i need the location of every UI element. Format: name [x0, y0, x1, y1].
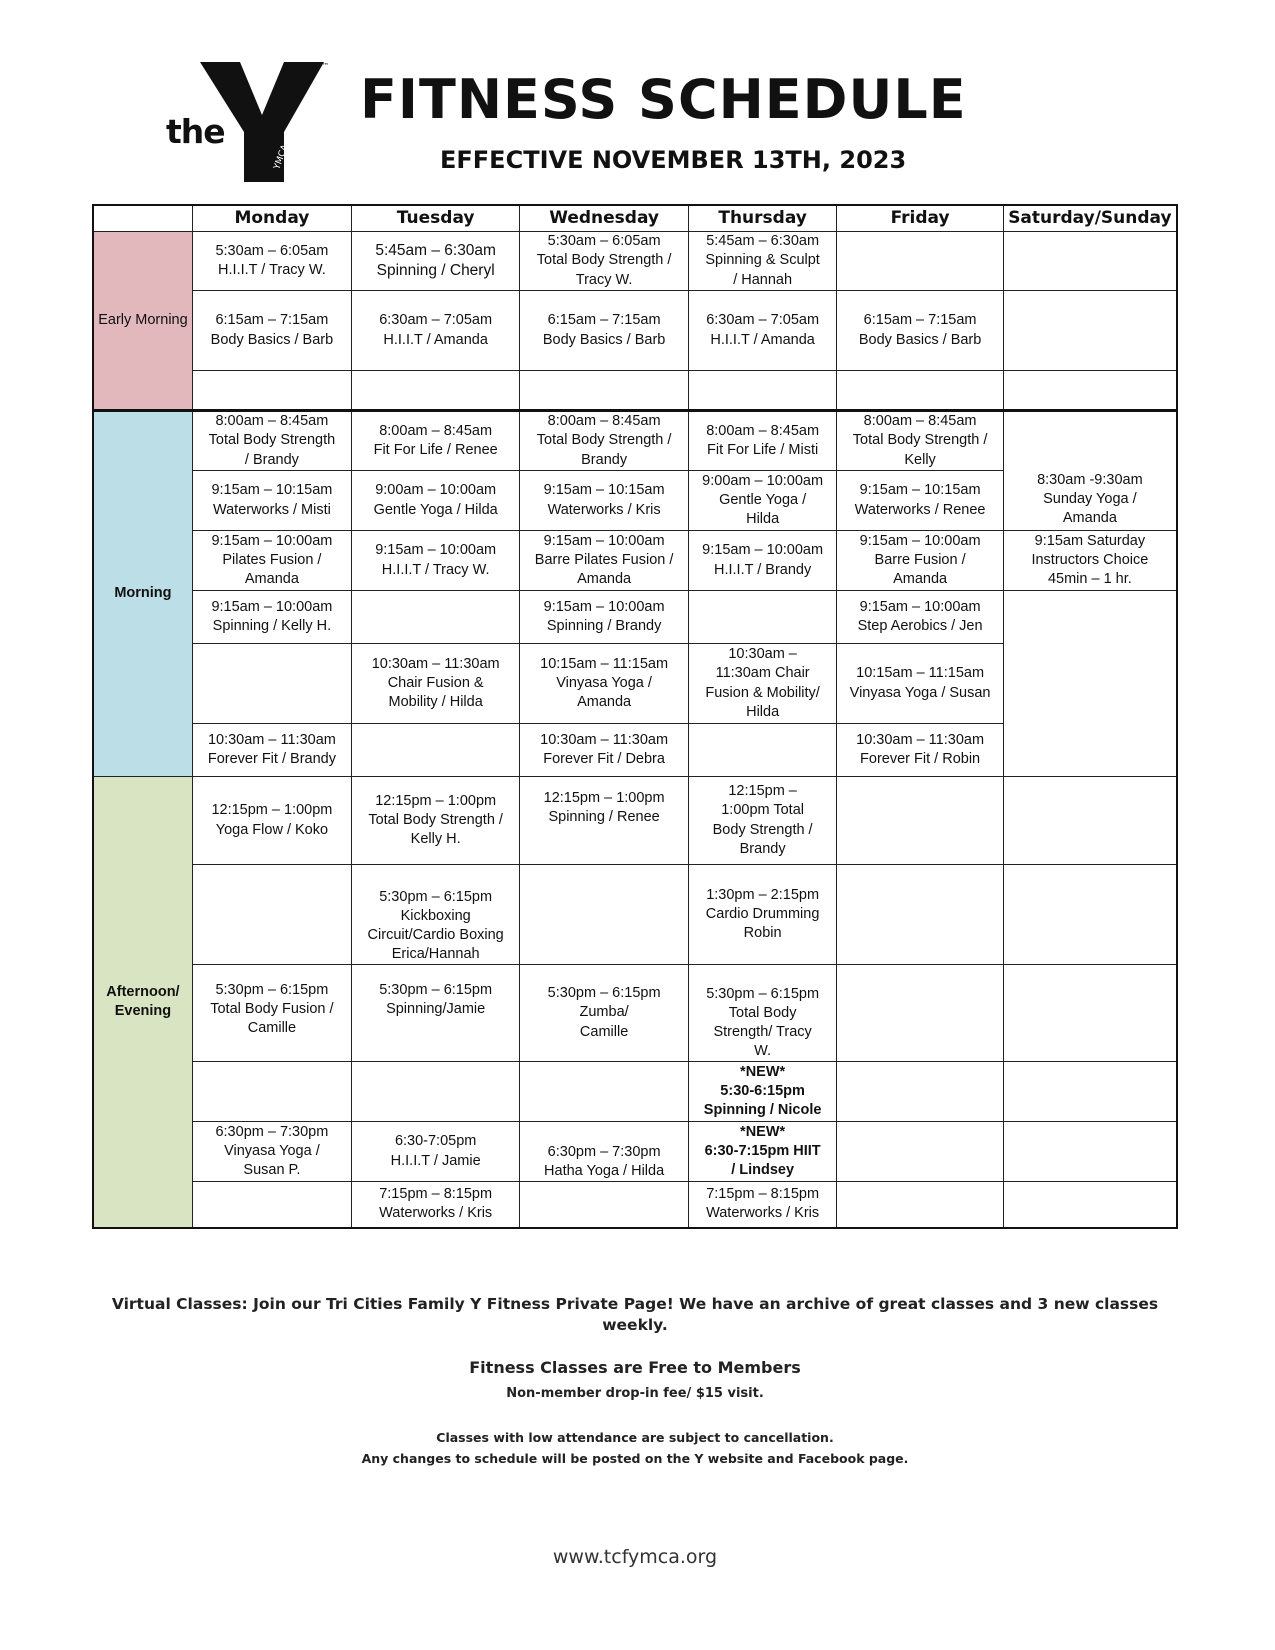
- schedule-changes-note: Any changes to schedule will be posted on the Y website and Facebook page.: [361, 1451, 909, 1466]
- class-cell: [837, 777, 1003, 865]
- class-cell: [351, 232, 519, 291]
- class-cell: [688, 531, 837, 591]
- schedule-table: [92, 204, 1178, 1229]
- class-time: 10:30am – 11:30am: [207, 731, 336, 748]
- class-detail: Circuit/Cardio Boxing: [367, 926, 504, 943]
- class-cell: [520, 1122, 688, 1182]
- class-detail: Kelly: [904, 451, 936, 468]
- class-time: 8:00am – 8:45am: [547, 413, 661, 430]
- class-cell: [837, 471, 1003, 531]
- class-detail: Hilda: [746, 511, 780, 528]
- class-cell: [520, 965, 688, 1062]
- class-cell: [520, 411, 688, 471]
- period-label-early-morning: Early Morning: [93, 232, 192, 411]
- class-cell: [351, 865, 519, 965]
- class-cell: [192, 777, 351, 865]
- class-cell: [837, 531, 1003, 591]
- class-time: 12:15pm – 1:00pm: [375, 792, 497, 809]
- class-detail: Pilates Fusion /: [222, 551, 322, 568]
- class-time: 9:15am – 10:00am: [543, 598, 665, 615]
- corner-cell: [93, 205, 192, 232]
- class-detail: Tracy W.: [575, 271, 633, 288]
- class-cell: [837, 291, 1003, 371]
- class-cell: [192, 531, 351, 591]
- class-time: 8:00am – 8:45am: [706, 422, 820, 439]
- class-detail: H.I.I.T / Amanda: [383, 331, 488, 348]
- class-cell: [837, 865, 1003, 965]
- class-detail: Zumba/: [579, 1004, 629, 1021]
- class-cell: [351, 777, 519, 865]
- class-time: 9:15am – 10:00am: [543, 532, 665, 549]
- class-time: 9:15am Saturday: [1034, 532, 1146, 549]
- class-cell: [837, 1182, 1003, 1228]
- page-title: FITNESS SCHEDULE: [360, 68, 967, 131]
- class-detail: Barre Fusion /: [874, 551, 966, 568]
- class-cell: [688, 232, 837, 291]
- class-cell: [1003, 1122, 1177, 1182]
- class-detail: Camille: [247, 1020, 297, 1037]
- class-detail: Waterworks / Kris: [547, 501, 661, 518]
- class-detail: Waterworks / Kris: [379, 1205, 493, 1222]
- day-header: Tuesday: [351, 205, 519, 232]
- class-detail: Total Body Strength: [208, 432, 336, 449]
- trademark-symbol: ™: [322, 62, 329, 70]
- class-detail: Brandy: [739, 840, 786, 857]
- class-cell: [192, 644, 351, 724]
- class-cell: [837, 965, 1003, 1062]
- class-detail: Spinning / Renee: [548, 809, 660, 826]
- class-time: 9:15am – 10:00am: [859, 598, 981, 615]
- class-detail: / Hannah: [733, 271, 793, 288]
- ymca-logo: [160, 58, 330, 198]
- class-detail: Robin: [743, 925, 782, 942]
- class-detail: Forever Fit / Brandy: [207, 751, 336, 767]
- class-time: *NEW*: [740, 1063, 786, 1080]
- class-time: 9:00am – 10:00am: [702, 472, 824, 489]
- class-detail: Fusion & Mobility/: [705, 684, 820, 701]
- class-detail: Gentle Yoga /: [719, 491, 807, 508]
- day-header: Wednesday: [520, 205, 688, 232]
- class-cell: [688, 411, 837, 471]
- class-time: 5:30pm – 6:15pm: [706, 985, 820, 1002]
- class-detail: Amanda: [244, 571, 299, 588]
- class-cell: [351, 531, 519, 591]
- class-cell: [192, 865, 351, 965]
- class-cell: [1003, 965, 1177, 1062]
- class-detail: Strength/ Tracy: [713, 1023, 812, 1040]
- day-header: Friday: [837, 205, 1003, 232]
- class-time: 8:00am – 8:45am: [379, 422, 493, 439]
- class-time: 10:15am – 11:15am: [856, 665, 985, 682]
- day-header: Monday: [192, 205, 351, 232]
- class-cell: [688, 1182, 837, 1228]
- schedule-row: [93, 1182, 1177, 1228]
- page-subtitle: EFFECTIVE NOVEMBER 13TH, 2023: [440, 146, 907, 174]
- class-time: 8:00am – 8:45am: [215, 413, 329, 430]
- class-detail: Vinyasa Yoga /: [556, 674, 652, 691]
- class-cell: [688, 865, 837, 965]
- class-cell: [520, 471, 688, 531]
- class-time: *NEW*: [740, 1123, 786, 1140]
- class-detail: Spinning & Sculpt: [705, 252, 820, 269]
- class-time: 10:30am – 11:30am: [540, 731, 669, 748]
- schedule-row: [93, 965, 1177, 1062]
- class-cell: [351, 965, 519, 1062]
- class-cell: [1003, 232, 1177, 291]
- class-cell: [837, 232, 1003, 291]
- class-cell: [351, 724, 519, 777]
- class-detail: Erica/Hannah: [391, 945, 480, 962]
- class-time: 9:15am – 10:00am: [211, 598, 333, 615]
- class-detail: Body Basics / Barb: [210, 331, 334, 348]
- period-label-afternoon-evening: Afternoon/ Evening: [93, 777, 192, 1228]
- schedule-row: [93, 865, 1177, 965]
- class-detail: Kickboxing: [400, 907, 471, 924]
- class-cell: [520, 291, 688, 371]
- class-time: 12:15pm –: [728, 783, 797, 800]
- class-time: 5:30pm – 6:15pm: [379, 888, 493, 905]
- class-detail: Forever Fit / Debra: [543, 751, 665, 767]
- class-cell: [192, 232, 351, 291]
- class-detail: Waterworks / Misti: [212, 501, 331, 518]
- class-cell: [1003, 865, 1177, 965]
- free-to-members-note: Fitness Classes are Free to Members: [469, 1358, 801, 1377]
- class-detail: Amanda: [577, 571, 632, 588]
- class-cell: [837, 644, 1003, 724]
- class-time: 5:30am – 6:05am: [215, 242, 329, 259]
- class-time: 9:15am – 10:15am: [543, 482, 665, 499]
- class-detail: Cardio Drumming: [705, 905, 820, 922]
- class-time: 10:30am – 11:30am: [371, 655, 500, 672]
- class-cell: [837, 411, 1003, 471]
- class-detail: Gentle Yoga / Hilda: [373, 501, 498, 518]
- class-cell: [351, 411, 519, 471]
- class-cell: [520, 777, 688, 865]
- class-detail: W.: [754, 1042, 772, 1059]
- class-time: 9:15am – 10:00am: [702, 542, 824, 559]
- class-cell: [837, 1062, 1003, 1122]
- class-detail: Spinning / Kelly H.: [212, 618, 332, 634]
- logo-the-text: the: [166, 112, 225, 151]
- class-cell: [837, 591, 1003, 644]
- class-time: 9:15am – 10:00am: [859, 532, 981, 549]
- class-cell: [351, 1182, 519, 1228]
- class-detail: Camille: [579, 1023, 629, 1040]
- class-cell: [520, 724, 688, 777]
- class-cell: [1003, 371, 1177, 411]
- class-detail: Amanda: [893, 571, 948, 588]
- class-time: 10:30am –: [728, 646, 797, 663]
- schedule-row: [93, 531, 1177, 591]
- class-detail: Sunday Yoga /: [1043, 490, 1137, 507]
- drop-in-fee-note: Non-member drop-in fee/ $15 visit.: [506, 1386, 764, 1401]
- class-cell: [1003, 591, 1177, 777]
- class-detail: Yoga Flow / Koko: [215, 821, 329, 838]
- class-detail: Hilda: [746, 703, 780, 720]
- class-detail: 1:00pm Total: [721, 802, 804, 819]
- class-cell: [1003, 291, 1177, 371]
- class-cell: [192, 965, 351, 1062]
- class-detail: 6:30-7:15pm HIIT: [704, 1142, 821, 1159]
- class-detail: Spinning / Nicole: [703, 1102, 822, 1119]
- class-time: 9:00am – 10:00am: [375, 482, 497, 499]
- class-detail: Brandy: [581, 451, 628, 468]
- class-detail: Total Body Strength /: [536, 252, 672, 269]
- schedule-row: [93, 777, 1177, 865]
- class-detail: Kelly H.: [410, 831, 461, 848]
- class-detail: Body Strength /: [712, 821, 813, 838]
- class-detail: Spinning / Cheryl: [376, 262, 495, 279]
- class-cell: [351, 1122, 519, 1182]
- class-detail: Forever Fit / Robin: [860, 751, 981, 767]
- class-time: 12:15pm – 1:00pm: [211, 802, 333, 819]
- class-time: 6:30pm – 7:30pm: [547, 1143, 661, 1160]
- class-time: 6:15am – 7:15am: [215, 312, 329, 329]
- class-cell: [1003, 1062, 1177, 1122]
- class-time: 6:30pm – 7:30pm: [215, 1123, 329, 1140]
- class-detail: Vinyasa Yoga /: [224, 1142, 320, 1159]
- class-detail: Spinning/Jamie: [386, 1001, 486, 1018]
- class-detail: 45min – 1 hr.: [1047, 571, 1132, 588]
- class-detail: / Brandy: [244, 451, 299, 468]
- class-detail: Barre Pilates Fusion /: [534, 551, 674, 568]
- class-time: 9:15am – 10:00am: [375, 542, 497, 559]
- class-cell: [351, 291, 519, 371]
- class-cell: [520, 591, 688, 644]
- class-cell: [520, 232, 688, 291]
- class-detail: Amanda: [1062, 509, 1117, 526]
- class-cell: [520, 531, 688, 591]
- class-cell: [192, 591, 351, 644]
- virtual-classes-note: Virtual Classes: Join our Tri Cities Family Y Fitness Private Page! We have an archive of great classes and 3 new classes weekly.: [111, 1295, 1159, 1334]
- class-time: 6:30am – 7:05am: [379, 312, 493, 329]
- class-detail: Total Body Fusion /: [210, 1001, 334, 1018]
- class-cell: [192, 471, 351, 531]
- class-detail: Body Basics / Barb: [542, 331, 666, 348]
- logo-ymca-text: YMCA: [272, 143, 291, 172]
- class-cell: [192, 1122, 351, 1182]
- class-detail: Amanda: [577, 694, 632, 711]
- class-time: 5:30pm – 6:15pm: [379, 982, 493, 998]
- class-detail: Total Body: [728, 1004, 797, 1021]
- class-cell: [1003, 531, 1177, 591]
- class-cell: [688, 1122, 837, 1182]
- class-time: 10:30am – 11:30am: [856, 731, 985, 748]
- y-logo-icon: [200, 60, 325, 185]
- class-cell: [688, 777, 837, 865]
- class-cell: [192, 411, 351, 471]
- class-cell: [192, 1062, 351, 1122]
- class-detail: Step Aerobics / Jen: [857, 618, 983, 634]
- schedule-row: [93, 232, 1177, 291]
- class-cell: [688, 291, 837, 371]
- class-cell: [837, 724, 1003, 777]
- class-cell: [688, 471, 837, 531]
- class-cell: [351, 591, 519, 644]
- class-cell: [192, 1182, 351, 1228]
- class-time: 5:30pm – 6:15pm: [215, 982, 329, 998]
- class-time: 1:30pm – 2:15pm: [706, 886, 820, 903]
- class-detail: Waterworks / Kris: [706, 1205, 820, 1222]
- class-time: 5:30pm – 6:15pm: [547, 985, 661, 1002]
- class-cell: [192, 724, 351, 777]
- class-cell: [688, 371, 837, 411]
- class-cell: [520, 644, 688, 724]
- class-detail: Vinyasa Yoga / Susan: [849, 684, 991, 701]
- class-time: 8:00am – 8:45am: [863, 413, 977, 430]
- class-detail: Susan P.: [243, 1162, 301, 1179]
- class-cell: [688, 644, 837, 724]
- class-detail: H.I.I.T / Tracy W.: [218, 262, 326, 278]
- schedule-row: [93, 411, 1177, 471]
- class-time: 5:45am – 6:30am: [375, 241, 496, 259]
- class-detail: Instructors Choice: [1031, 551, 1149, 568]
- class-detail: Total Body Strength /: [368, 811, 503, 828]
- class-time: 5:30am – 6:05am: [547, 233, 661, 250]
- class-time: 7:15pm – 8:15pm: [706, 1186, 820, 1203]
- schedule-row: [93, 291, 1177, 371]
- day-header: Saturday/Sunday: [1003, 205, 1177, 232]
- schedule-row: [93, 371, 1177, 411]
- class-time: 6:30-7:05pm: [394, 1133, 477, 1150]
- class-detail: H.I.I.T / Brandy: [713, 561, 812, 578]
- class-detail: Mobility / Hilda: [388, 694, 483, 711]
- class-cell: [192, 371, 351, 411]
- class-time: 10:15am – 11:15am: [540, 655, 669, 672]
- class-time: 6:30am – 7:05am: [706, 312, 820, 329]
- day-header: Thursday: [688, 205, 837, 232]
- class-cell: [688, 1062, 837, 1122]
- class-detail: H.I.I.T / Tracy W.: [381, 561, 490, 578]
- class-cell: [351, 1062, 519, 1122]
- cancellation-note: Classes with low attendance are subject to cancellation.: [436, 1430, 834, 1445]
- class-detail: Chair Fusion &: [387, 674, 484, 691]
- class-cell: [520, 1062, 688, 1122]
- class-cell: [520, 865, 688, 965]
- class-cell: [520, 371, 688, 411]
- class-time: 9:15am – 10:00am: [211, 532, 333, 549]
- schedule-row: [93, 1062, 1177, 1122]
- class-cell: [837, 371, 1003, 411]
- class-detail: 5:30-6:15pm: [720, 1082, 805, 1099]
- class-detail: Fit For Life / Renee: [373, 442, 498, 458]
- class-detail: / Lindsey: [731, 1162, 795, 1179]
- class-time: 6:15am – 7:15am: [863, 312, 977, 329]
- class-cell: [688, 724, 837, 777]
- class-cell: [192, 291, 351, 371]
- class-time: 5:45am – 6:30am: [706, 233, 820, 250]
- class-detail: H.I.I.T / Jamie: [390, 1152, 481, 1169]
- class-detail: Waterworks / Renee: [854, 501, 986, 518]
- class-cell: [837, 1122, 1003, 1182]
- class-cell: [688, 591, 837, 644]
- class-detail: Fit For Life / Misti: [707, 442, 819, 458]
- class-cell: [351, 471, 519, 531]
- period-label-morning: Morning: [93, 411, 192, 777]
- header: [0, 0, 1275, 200]
- class-cell: [688, 965, 837, 1062]
- class-time: 9:15am – 10:15am: [211, 482, 333, 499]
- day-header-row: [93, 205, 1177, 232]
- class-detail: Hatha Yoga / Hilda: [544, 1162, 665, 1179]
- class-cell: [351, 371, 519, 411]
- class-cell: [1003, 1182, 1177, 1228]
- class-cell: [351, 644, 519, 724]
- class-cell: [520, 1182, 688, 1228]
- schedule-row: [93, 1122, 1177, 1182]
- class-detail: 11:30am Chair: [715, 665, 810, 682]
- class-detail: Spinning / Brandy: [546, 618, 662, 634]
- class-time: 12:15pm – 1:00pm: [543, 790, 665, 806]
- class-detail: Total Body Strength /: [852, 432, 988, 449]
- class-time: 8:30am -9:30am: [1037, 471, 1143, 488]
- class-detail: Body Basics / Barb: [858, 331, 982, 348]
- class-cell: [1003, 777, 1177, 865]
- website-link[interactable]: www.tcfymca.org: [552, 1546, 718, 1568]
- schedule-row: [93, 591, 1177, 644]
- class-time: 7:15pm – 8:15pm: [379, 1186, 493, 1203]
- class-detail: Total Body Strength /: [536, 432, 672, 449]
- class-cell: [1003, 411, 1177, 531]
- class-detail: H.I.I.T / Amanda: [710, 331, 815, 348]
- class-time: 6:15am – 7:15am: [547, 312, 661, 329]
- class-time: 9:15am – 10:15am: [859, 482, 981, 499]
